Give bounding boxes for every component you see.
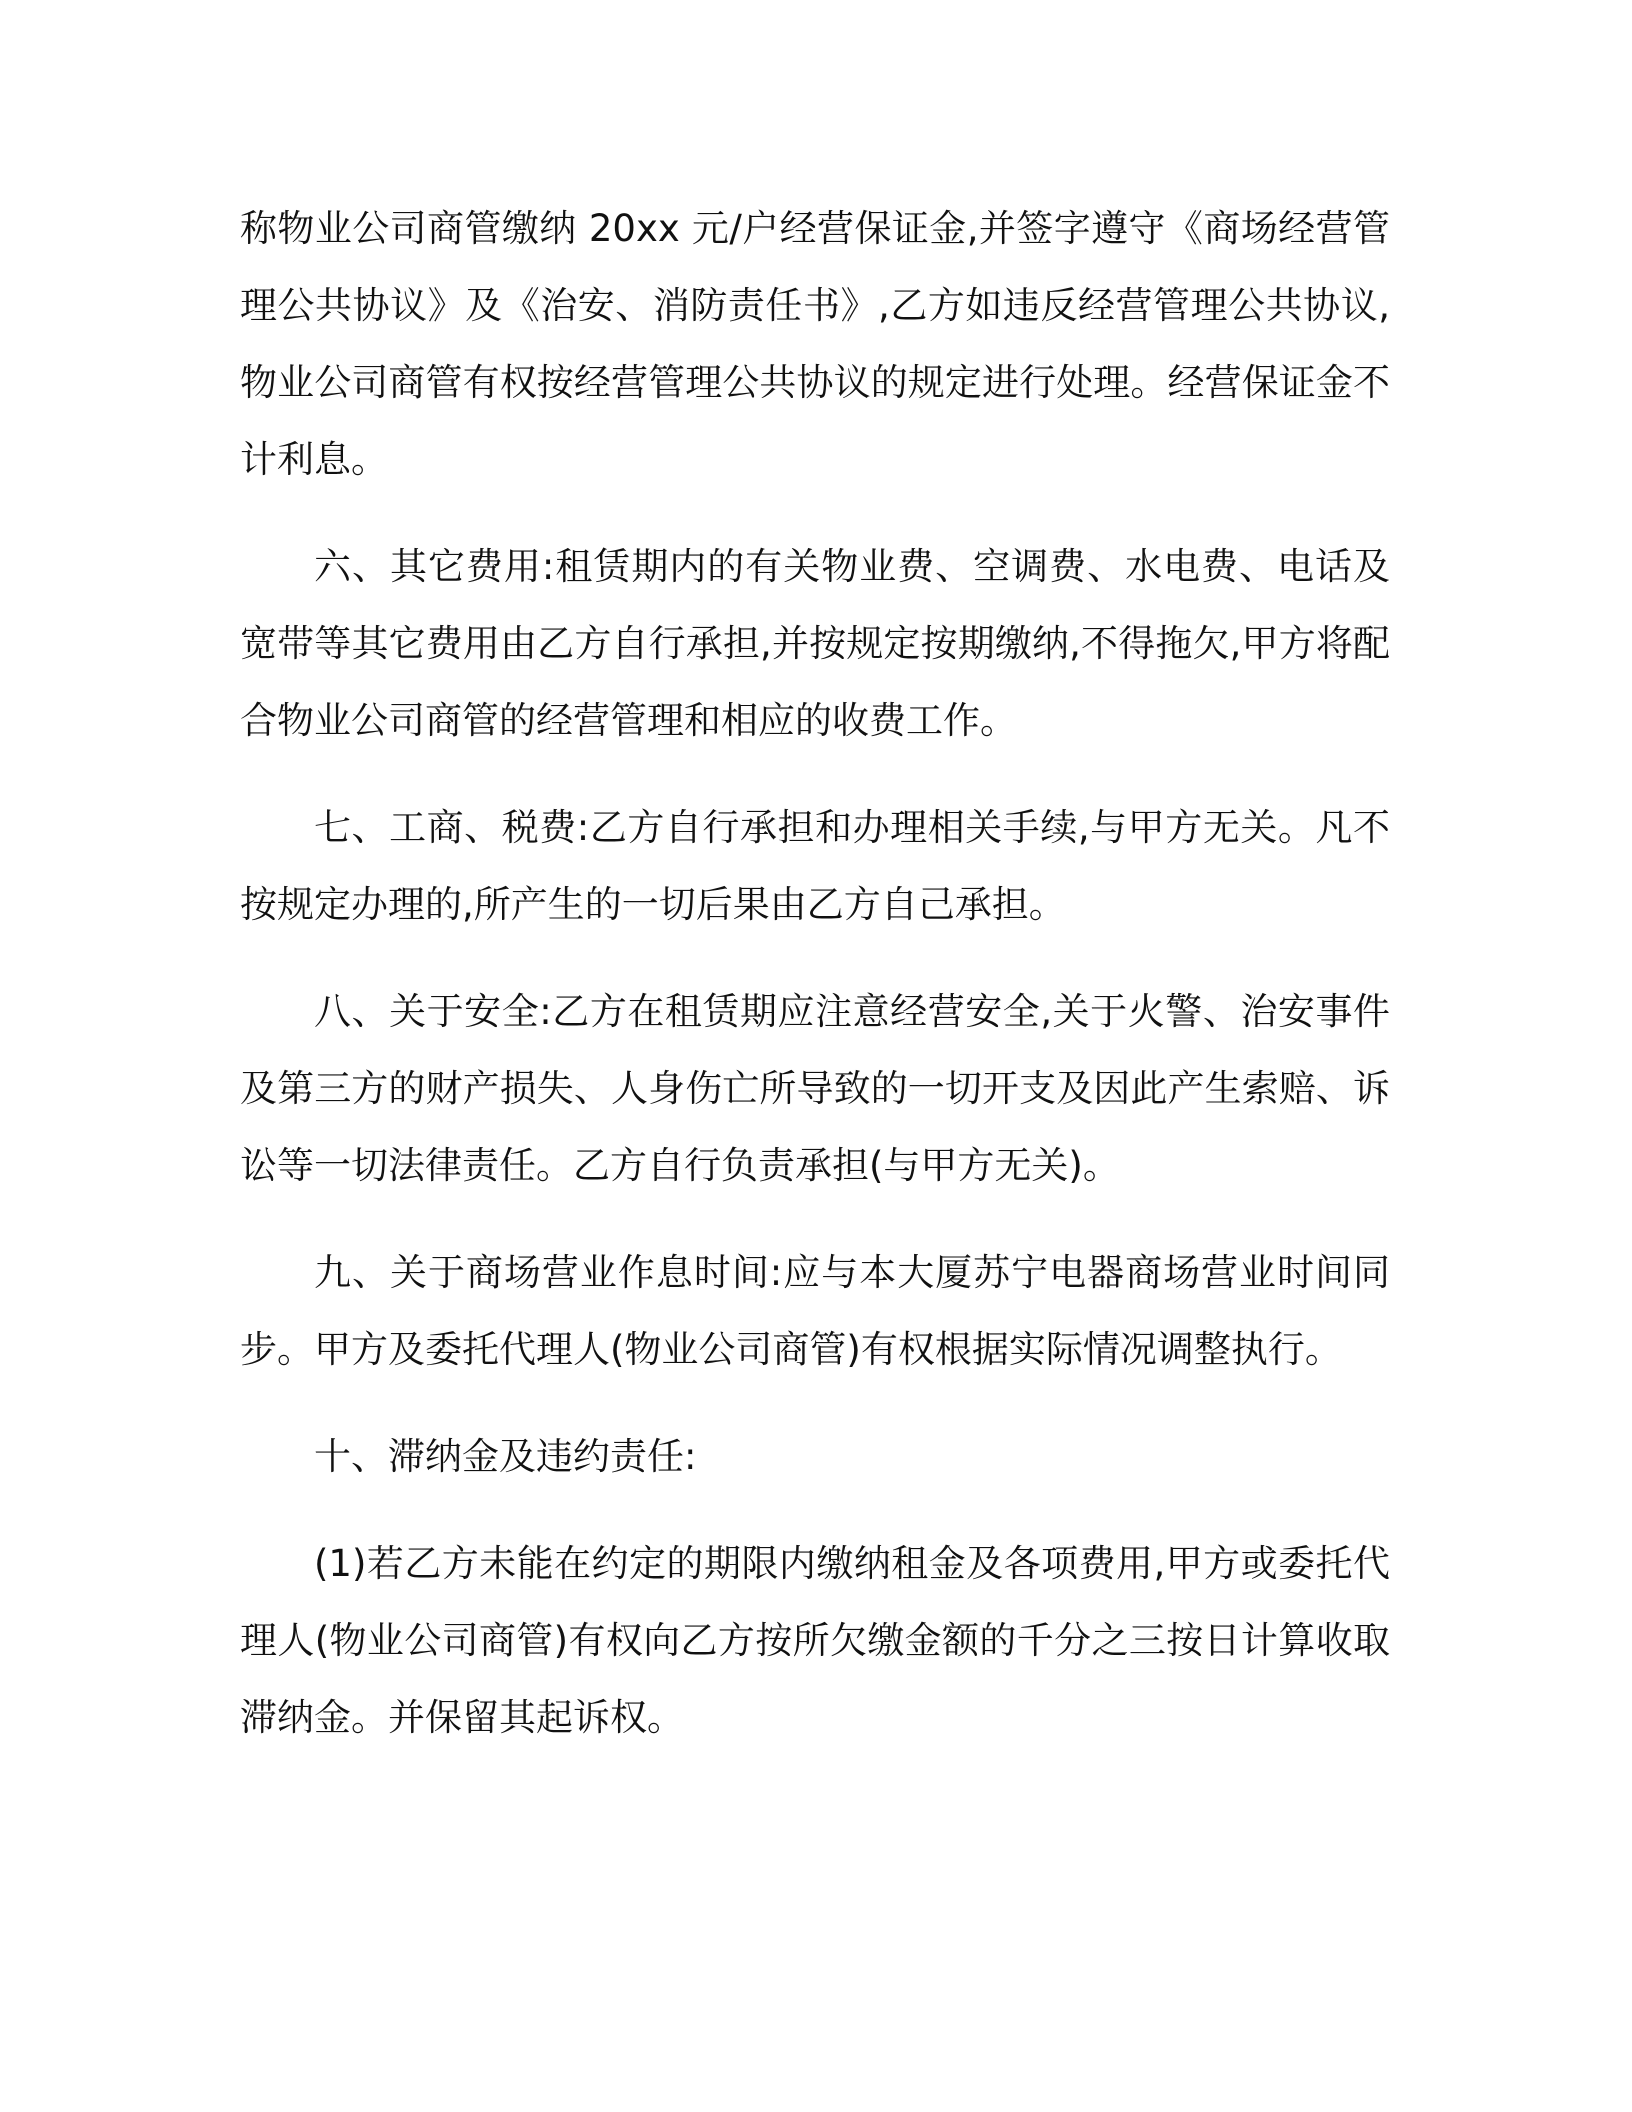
paragraph-clause-10-heading: 十、滞纳金及违约责任:: [314, 1435, 697, 1478]
paragraph-clause-8-safety: 八、关于安全:乙方在租赁期应注意经营安全,关于火警、治安事件及第三方的财产损失、人身伤亡所导致的一切开支及因此产生索赔、诉讼等一切法律责任。乙方自行负责承担(与甲方无关)。: [240, 990, 1390, 1187]
paragraph-clause-6-other-fees: 六、其它费用:租赁期内的有关物业费、空调费、水电费、电话及宽带等其它费用由乙方自行承担,并按规定按期缴纳,不得拖欠,甲方将配合物业公司商管的经营管理和相应的收费工作。: [240, 545, 1390, 742]
paragraph-deposit-continuation: 称物业公司商管缴纳 20xx 元/户经营保证金,并签字遵守《商场经营管理公共协议》及《治安、消防责任书》,乙方如违反经营管理公共协议,物业公司商管有权按经营管理公共协议的规定进行处理。经营保证金不计利息。: [240, 207, 1390, 481]
paragraph-clause-7-business-tax: 七、工商、税费:乙方自行承担和办理相关手续,与甲方无关。凡不按规定办理的,所产生的一切后果由乙方自己承担。: [240, 806, 1390, 926]
paragraph-clause-9-business-hours: 九、关于商场营业作息时间:应与本大厦苏宁电器商场营业时间同步。甲方及委托代理人(物业公司商管)有权根据实际情况调整执行。: [240, 1251, 1390, 1371]
document-body: [240, 190, 1390, 1786]
paragraph-clause-10-item-1: (1)若乙方未能在约定的期限内缴纳租金及各项费用,甲方或委托代理人(物业公司商管)有权向乙方按所欠缴金额的千分之三按日计算收取滞纳金。并保留其起诉权。: [240, 1542, 1390, 1739]
